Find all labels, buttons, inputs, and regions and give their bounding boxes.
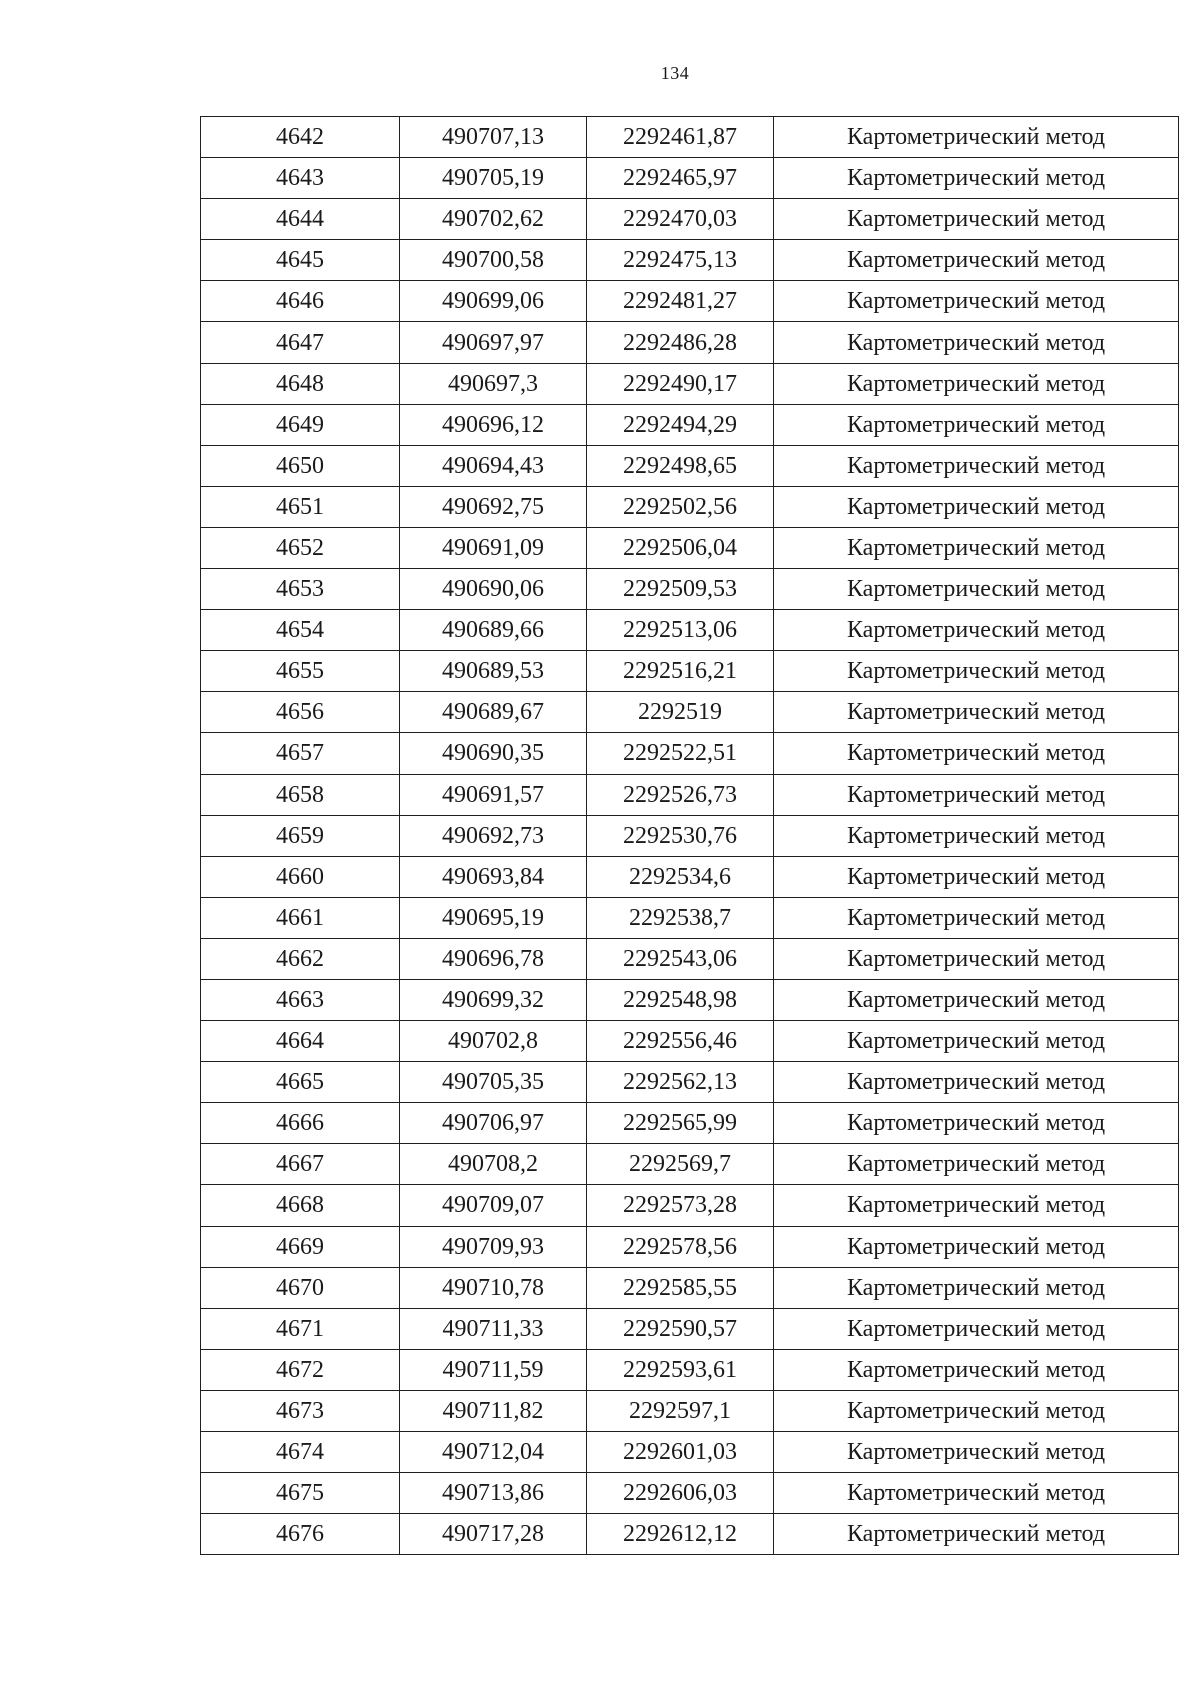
table-row [201, 1185, 1179, 1226]
table-row [201, 651, 1179, 692]
table-row [201, 1267, 1179, 1308]
point-number-cell: 4659 [201, 815, 400, 856]
table-row [201, 774, 1179, 815]
y-coordinate-cell: 2292534,6 [587, 856, 774, 897]
point-number-cell: 4674 [201, 1432, 400, 1473]
table-row [201, 856, 1179, 897]
point-number-cell: 4645 [201, 240, 400, 281]
x-coordinate-cell: 490700,58 [400, 240, 587, 281]
method-cell: Картометрический метод [774, 1349, 1179, 1390]
x-coordinate-cell: 490712,04 [400, 1432, 587, 1473]
method-cell: Картометрический метод [774, 1103, 1179, 1144]
x-coordinate-cell: 490705,19 [400, 158, 587, 199]
y-coordinate-cell: 2292556,46 [587, 1021, 774, 1062]
point-number-cell: 4673 [201, 1390, 400, 1431]
table-row [201, 733, 1179, 774]
y-coordinate-cell: 2292562,13 [587, 1062, 774, 1103]
table-row [201, 1021, 1179, 1062]
method-cell: Картометрический метод [774, 1226, 1179, 1267]
y-coordinate-cell: 2292538,7 [587, 897, 774, 938]
method-cell: Картометрический метод [774, 733, 1179, 774]
method-cell: Картометрический метод [774, 938, 1179, 979]
y-coordinate-cell: 2292470,03 [587, 199, 774, 240]
point-number-cell: 4647 [201, 322, 400, 363]
method-cell: Картометрический метод [774, 1144, 1179, 1185]
point-number-cell: 4658 [201, 774, 400, 815]
table-row [201, 363, 1179, 404]
table-row [201, 1390, 1179, 1431]
y-coordinate-cell: 2292526,73 [587, 774, 774, 815]
y-coordinate-cell: 2292593,61 [587, 1349, 774, 1390]
point-number-cell: 4664 [201, 1021, 400, 1062]
x-coordinate-cell: 490693,84 [400, 856, 587, 897]
table-row [201, 199, 1179, 240]
y-coordinate-cell: 2292481,27 [587, 281, 774, 322]
table-row [201, 322, 1179, 363]
y-coordinate-cell: 2292506,04 [587, 527, 774, 568]
method-cell: Картометрический метод [774, 1267, 1179, 1308]
x-coordinate-cell: 490709,07 [400, 1185, 587, 1226]
point-number-cell: 4650 [201, 445, 400, 486]
x-coordinate-cell: 490709,93 [400, 1226, 587, 1267]
x-coordinate-cell: 490697,97 [400, 322, 587, 363]
point-number-cell: 4656 [201, 692, 400, 733]
y-coordinate-cell: 2292502,56 [587, 486, 774, 527]
point-number-cell: 4676 [201, 1514, 400, 1555]
table-row [201, 692, 1179, 733]
point-number-cell: 4669 [201, 1226, 400, 1267]
x-coordinate-cell: 490705,35 [400, 1062, 587, 1103]
y-coordinate-cell: 2292530,76 [587, 815, 774, 856]
method-cell: Картометрический метод [774, 1185, 1179, 1226]
method-cell: Картометрический метод [774, 897, 1179, 938]
point-number-cell: 4655 [201, 651, 400, 692]
method-cell: Картометрический метод [774, 610, 1179, 651]
table-row [201, 815, 1179, 856]
table-row [201, 569, 1179, 610]
y-coordinate-cell: 2292461,87 [587, 117, 774, 158]
method-cell: Картометрический метод [774, 774, 1179, 815]
table-row [201, 979, 1179, 1020]
point-number-cell: 4652 [201, 527, 400, 568]
coordinates-table [200, 116, 1179, 1555]
x-coordinate-cell: 490689,67 [400, 692, 587, 733]
method-cell: Картометрический метод [774, 1390, 1179, 1431]
x-coordinate-cell: 490694,43 [400, 445, 587, 486]
table-row [201, 445, 1179, 486]
y-coordinate-cell: 2292513,06 [587, 610, 774, 651]
method-cell: Картометрический метод [774, 240, 1179, 281]
table-row [201, 1349, 1179, 1390]
x-coordinate-cell: 490699,06 [400, 281, 587, 322]
point-number-cell: 4672 [201, 1349, 400, 1390]
method-cell: Картометрический метод [774, 979, 1179, 1020]
x-coordinate-cell: 490690,06 [400, 569, 587, 610]
point-number-cell: 4653 [201, 569, 400, 610]
table-row [201, 404, 1179, 445]
x-coordinate-cell: 490696,12 [400, 404, 587, 445]
point-number-cell: 4651 [201, 486, 400, 527]
y-coordinate-cell: 2292590,57 [587, 1308, 774, 1349]
y-coordinate-cell: 2292601,03 [587, 1432, 774, 1473]
table-row [201, 1473, 1179, 1514]
method-cell: Картометрический метод [774, 815, 1179, 856]
method-cell: Картометрический метод [774, 1308, 1179, 1349]
x-coordinate-cell: 490695,19 [400, 897, 587, 938]
x-coordinate-cell: 490690,35 [400, 733, 587, 774]
y-coordinate-cell: 2292494,29 [587, 404, 774, 445]
table-row [201, 117, 1179, 158]
y-coordinate-cell: 2292465,97 [587, 158, 774, 199]
method-cell: Картометрический метод [774, 692, 1179, 733]
x-coordinate-cell: 490696,78 [400, 938, 587, 979]
table-row [201, 1062, 1179, 1103]
y-coordinate-cell: 2292509,53 [587, 569, 774, 610]
table-row [201, 1103, 1179, 1144]
table-row [201, 486, 1179, 527]
point-number-cell: 4657 [201, 733, 400, 774]
coordinates-table-body [201, 117, 1179, 1555]
table-row [201, 610, 1179, 651]
table-row [201, 1226, 1179, 1267]
y-coordinate-cell: 2292490,17 [587, 363, 774, 404]
x-coordinate-cell: 490697,3 [400, 363, 587, 404]
method-cell: Картометрический метод [774, 158, 1179, 199]
table-row [201, 1432, 1179, 1473]
point-number-cell: 4667 [201, 1144, 400, 1185]
y-coordinate-cell: 2292498,65 [587, 445, 774, 486]
point-number-cell: 4649 [201, 404, 400, 445]
method-cell: Картометрический метод [774, 856, 1179, 897]
method-cell: Картометрический метод [774, 1062, 1179, 1103]
table-row [201, 1308, 1179, 1349]
method-cell: Картометрический метод [774, 569, 1179, 610]
x-coordinate-cell: 490710,78 [400, 1267, 587, 1308]
point-number-cell: 4642 [201, 117, 400, 158]
x-coordinate-cell: 490691,09 [400, 527, 587, 568]
table-row [201, 158, 1179, 199]
point-number-cell: 4644 [201, 199, 400, 240]
x-coordinate-cell: 490692,73 [400, 815, 587, 856]
point-number-cell: 4662 [201, 938, 400, 979]
table-row [201, 897, 1179, 938]
method-cell: Картометрический метод [774, 199, 1179, 240]
method-cell: Картометрический метод [774, 404, 1179, 445]
x-coordinate-cell: 490702,8 [400, 1021, 587, 1062]
page-number: 134 [660, 63, 690, 83]
y-coordinate-cell: 2292486,28 [587, 322, 774, 363]
point-number-cell: 4648 [201, 363, 400, 404]
method-cell: Картометрический метод [774, 1473, 1179, 1514]
point-number-cell: 4665 [201, 1062, 400, 1103]
y-coordinate-cell: 2292606,03 [587, 1473, 774, 1514]
point-number-cell: 4666 [201, 1103, 400, 1144]
y-coordinate-cell: 2292578,56 [587, 1226, 774, 1267]
table-row [201, 1514, 1179, 1555]
y-coordinate-cell: 2292612,12 [587, 1514, 774, 1555]
y-coordinate-cell: 2292475,13 [587, 240, 774, 281]
y-coordinate-cell: 2292522,51 [587, 733, 774, 774]
x-coordinate-cell: 490699,32 [400, 979, 587, 1020]
point-number-cell: 4646 [201, 281, 400, 322]
x-coordinate-cell: 490713,86 [400, 1473, 587, 1514]
table-row [201, 527, 1179, 568]
x-coordinate-cell: 490708,2 [400, 1144, 587, 1185]
point-number-cell: 4654 [201, 610, 400, 651]
x-coordinate-cell: 490692,75 [400, 486, 587, 527]
x-coordinate-cell: 490706,97 [400, 1103, 587, 1144]
method-cell: Картометрический метод [774, 486, 1179, 527]
point-number-cell: 4670 [201, 1267, 400, 1308]
y-coordinate-cell: 2292585,55 [587, 1267, 774, 1308]
x-coordinate-cell: 490689,53 [400, 651, 587, 692]
point-number-cell: 4668 [201, 1185, 400, 1226]
table-row [201, 938, 1179, 979]
method-cell: Картометрический метод [774, 651, 1179, 692]
table-row [201, 240, 1179, 281]
method-cell: Картометрический метод [774, 445, 1179, 486]
y-coordinate-cell: 2292565,99 [587, 1103, 774, 1144]
table-row [201, 1144, 1179, 1185]
x-coordinate-cell: 490689,66 [400, 610, 587, 651]
point-number-cell: 4671 [201, 1308, 400, 1349]
point-number-cell: 4660 [201, 856, 400, 897]
x-coordinate-cell: 490717,28 [400, 1514, 587, 1555]
method-cell: Картометрический метод [774, 1432, 1179, 1473]
x-coordinate-cell: 490691,57 [400, 774, 587, 815]
x-coordinate-cell: 490711,82 [400, 1390, 587, 1431]
y-coordinate-cell: 2292597,1 [587, 1390, 774, 1431]
y-coordinate-cell: 2292543,06 [587, 938, 774, 979]
x-coordinate-cell: 490711,59 [400, 1349, 587, 1390]
method-cell: Картометрический метод [774, 281, 1179, 322]
method-cell: Картометрический метод [774, 322, 1179, 363]
method-cell: Картометрический метод [774, 117, 1179, 158]
method-cell: Картометрический метод [774, 527, 1179, 568]
y-coordinate-cell: 2292569,7 [587, 1144, 774, 1185]
method-cell: Картометрический метод [774, 363, 1179, 404]
point-number-cell: 4643 [201, 158, 400, 199]
x-coordinate-cell: 490702,62 [400, 199, 587, 240]
method-cell: Картометрический метод [774, 1021, 1179, 1062]
method-cell: Картометрический метод [774, 1514, 1179, 1555]
x-coordinate-cell: 490711,33 [400, 1308, 587, 1349]
y-coordinate-cell: 2292573,28 [587, 1185, 774, 1226]
x-coordinate-cell: 490707,13 [400, 117, 587, 158]
y-coordinate-cell: 2292519 [587, 692, 774, 733]
table-row [201, 281, 1179, 322]
point-number-cell: 4661 [201, 897, 400, 938]
point-number-cell: 4675 [201, 1473, 400, 1514]
point-number-cell: 4663 [201, 979, 400, 1020]
y-coordinate-cell: 2292516,21 [587, 651, 774, 692]
y-coordinate-cell: 2292548,98 [587, 979, 774, 1020]
